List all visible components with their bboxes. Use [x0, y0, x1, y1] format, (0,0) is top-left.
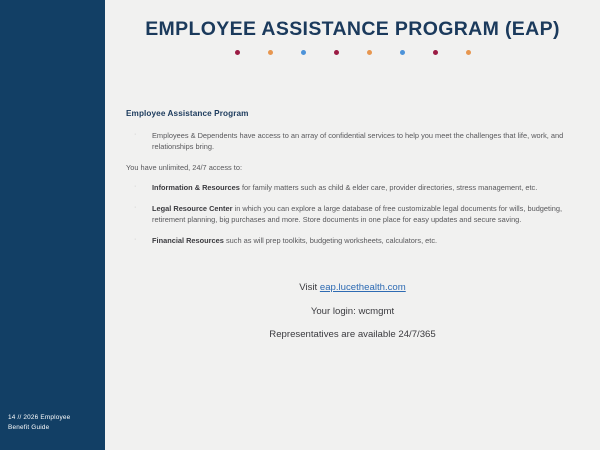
bullet-marker-icon: · [134, 235, 137, 243]
decorative-dot-8 [466, 50, 471, 55]
eap-website-link[interactable]: eap.lucethealth.com [319, 282, 406, 293]
bullet-item [126, 130, 572, 153]
left-navy-rail [0, 0, 105, 450]
bullet-item [126, 182, 572, 193]
decorative-dot-3 [301, 50, 306, 55]
availability-line: Representatives are available 24/7/365 [269, 329, 436, 341]
decorative-dot-4 [334, 50, 339, 55]
body-paragraph: You have unlimited, 24/7 access to: [126, 162, 242, 172]
bullet-lead-term: Financial Resources [152, 235, 224, 245]
decorative-dot-5 [367, 50, 372, 55]
bullet-marker-icon: · [134, 130, 137, 138]
bullet-text: Legal Resource Center in which you can explore a large database of free customizable legal documents for wills, budgeting, retirement planning, big purchases and more. Store documents in one place for easy updates and secure saving. [152, 203, 562, 225]
decorative-dot-7 [433, 50, 438, 55]
body-content [126, 108, 572, 255]
page-title: EMPLOYEE ASSISTANCE PROGRAM (EAP) [145, 18, 560, 40]
contact-block [105, 283, 600, 341]
visit-line [105, 283, 600, 294]
bullet-text: Financial Resources such as will prep toolkits, budgeting worksheets, calculators, etc. [152, 235, 438, 245]
bullet-item [126, 235, 572, 246]
bullet-lead-term: Information & Resources [152, 183, 240, 193]
decorative-dot-2 [268, 50, 273, 55]
decorative-dot-1 [235, 50, 240, 55]
bullet-marker-icon: · [134, 183, 137, 191]
content-blocks [126, 130, 572, 246]
bullet-item [126, 203, 572, 226]
footer-page-line-1: 14 // 2026 Employee [8, 414, 71, 422]
bullet-text: Information & Resources for family matters such as child & elder care, provider directories, stress management, etc. [152, 183, 538, 193]
bullet-text: Employees & Dependents have access to an array of confidential services to help you meet the challenges that life, work, and relationships bring. [152, 130, 564, 152]
decorative-dot-6 [400, 50, 405, 55]
section-heading: Employee Assistance Program [126, 109, 249, 118]
bullet-marker-icon: · [134, 203, 137, 211]
login-line: Your login: wcmgmt [310, 305, 395, 317]
bullet-lead-term: Legal Resource Center [152, 203, 233, 213]
footer-page-line-2: Benefit Guide [8, 423, 50, 431]
footer-page-note [8, 413, 100, 432]
visit-label: Visit [299, 282, 320, 293]
decorative-dot-row [105, 50, 600, 55]
